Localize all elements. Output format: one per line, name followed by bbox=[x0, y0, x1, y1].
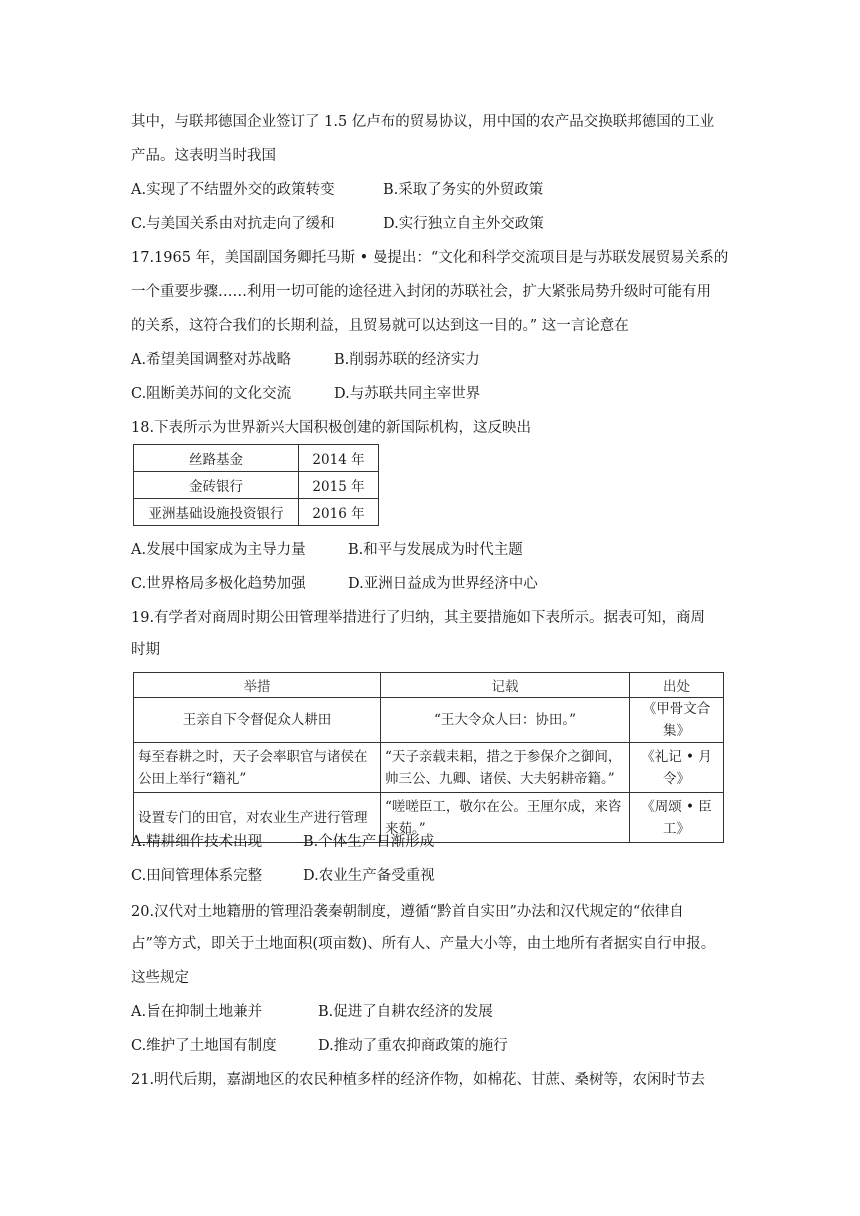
q17-option-a: A.希望美国调整对苏战略 bbox=[131, 352, 292, 368]
measure-line: 公田上举行“籍礼” bbox=[138, 770, 247, 787]
q17-option-d: D.与苏联共同主宰世界 bbox=[334, 386, 481, 402]
record-line: “嗟嗟臣工，敬尔在公。王厘尔成，来咨 bbox=[385, 798, 622, 815]
table-row bbox=[134, 445, 379, 472]
q19-option-c: C.田间管理体系完整 bbox=[131, 868, 263, 884]
q17-stem-line3: 的关系，这符合我们的长期利益，且贸易就可以达到这一目的。” 这一言论意在 bbox=[131, 318, 629, 334]
q18-option-c: C.世界格局多极化趋势加强 bbox=[131, 576, 306, 592]
q19-measures-table bbox=[133, 672, 724, 843]
table-row bbox=[134, 499, 379, 526]
measure-cell bbox=[134, 743, 381, 793]
q20-option-d: D.推动了重农抑商政策的施行 bbox=[318, 1038, 508, 1054]
measure-line: 每至春耕之时，天子会率职官与诸侯在 bbox=[138, 748, 368, 765]
q18-option-a: A.发展中国家成为主导力量 bbox=[131, 542, 306, 558]
q19-option-b: B.个体生产日渐形成 bbox=[303, 834, 435, 850]
q17-stem-line2: 一个重要步骤……利用一切可能的途径进入封闭的苏联社会，扩大紧张局势升级时可能有用 bbox=[131, 284, 711, 300]
table-header-row bbox=[134, 673, 724, 698]
table-row bbox=[134, 698, 724, 743]
institution-name: 金砖银行 bbox=[134, 472, 299, 499]
record-line: “天子亲载耒耜，措之于参保介之御间， bbox=[385, 748, 622, 765]
q20-option-c: C.维护了土地国有制度 bbox=[131, 1038, 277, 1054]
q16-stem-line2: 产品。这表明当时我国 bbox=[131, 148, 276, 164]
source-cell: 《甲骨文合集》 bbox=[630, 698, 724, 743]
measure-line: 设置专门的田官，对农业生产进行管理 bbox=[138, 809, 368, 826]
q18-institutions-table bbox=[133, 444, 379, 526]
q17-stem-line1: 17.1965 年，美国副国务卿托马斯 • 曼提出：“文化和科学交流项目是与苏联发展贸易关系的 bbox=[131, 250, 729, 266]
q16-option-c: C.与美国关系由对抗走向了缓和 bbox=[131, 216, 335, 232]
q17-option-b: B.削弱苏联的经济实力 bbox=[334, 352, 480, 368]
q20-option-b: B.促进了自耕农经济的发展 bbox=[318, 1004, 493, 1020]
q16-option-a: A.实现了不结盟外交的政策转变 bbox=[131, 182, 335, 198]
q21-stem-line1: 21.明代后期，嘉湖地区的农民种植多样的经济作物，如棉花、甘蔗、桑树等，农闲时节去 bbox=[131, 1072, 706, 1088]
q19-option-a: A.精耕细作技术出现 bbox=[131, 834, 263, 850]
founding-year: 2015 年 bbox=[299, 472, 379, 499]
record-line: 帅三公、九卿、诸侯、大夫躬耕帝籍。” bbox=[385, 770, 615, 787]
measure-line: 王亲自下令督促众人耕田 bbox=[182, 712, 332, 728]
founding-year: 2016 年 bbox=[299, 499, 379, 526]
q18-option-d: D.亚洲日益成为世界经济中心 bbox=[348, 576, 538, 592]
q20-stem-line2: 占”等方式，即关于土地面积(项亩数)、所有人、产量大小等，由土地所有者据实自行申报。 bbox=[131, 936, 716, 952]
q18-stem: 18.下表所示为世界新兴大国积极创建的新国际机构，这反映出 bbox=[131, 420, 532, 436]
table-row bbox=[134, 743, 724, 793]
q19-option-d: D.农业生产备受重视 bbox=[303, 868, 435, 884]
header-measure: 举措 bbox=[134, 673, 381, 698]
q19-stem-line2: 时期 bbox=[131, 642, 160, 658]
record-line: “王大令众人曰：协田。” bbox=[433, 712, 577, 728]
founding-year: 2014 年 bbox=[299, 445, 379, 472]
record-cell bbox=[381, 743, 630, 793]
record-cell bbox=[381, 698, 630, 743]
source-cell: 《礼记 • 月令》 bbox=[630, 743, 724, 793]
q18-option-b: B.和平与发展成为时代主题 bbox=[348, 542, 523, 558]
measure-cell bbox=[134, 698, 381, 743]
header-record: 记载 bbox=[381, 673, 630, 698]
q17-option-c: C.阻断美苏间的文化交流 bbox=[131, 386, 292, 402]
record-line: 来茹。” bbox=[385, 820, 426, 837]
table-row bbox=[134, 472, 379, 499]
q16-option-d: D.实行独立自主外交政策 bbox=[383, 216, 544, 232]
institution-name: 亚洲基础设施投资银行 bbox=[134, 499, 299, 526]
q20-stem-line3: 这些规定 bbox=[131, 970, 189, 986]
q19-stem-line1: 19.有学者对商周时期公田管理举措进行了归纳，其主要措施如下表所示。据表可知，商周 bbox=[131, 610, 706, 626]
header-source: 出处 bbox=[630, 673, 724, 698]
q16-option-b: B.采取了务实的外贸政策 bbox=[383, 182, 544, 198]
source-cell: 《周颂 • 臣工》 bbox=[630, 793, 724, 843]
q16-stem-line1: 其中，与联邦德国企业签订了 1.5 亿卢布的贸易协议，用中国的农产品交换联邦德国的工业 bbox=[131, 114, 715, 130]
q20-stem-line1: 20.汉代对土地籍册的管理沿袭秦朝制度，遵循“黔首自实田”办法和汉代规定的“依律自 bbox=[131, 904, 684, 920]
institution-name: 丝路基金 bbox=[134, 445, 299, 472]
q20-option-a: A.旨在抑制土地兼并 bbox=[131, 1004, 263, 1020]
